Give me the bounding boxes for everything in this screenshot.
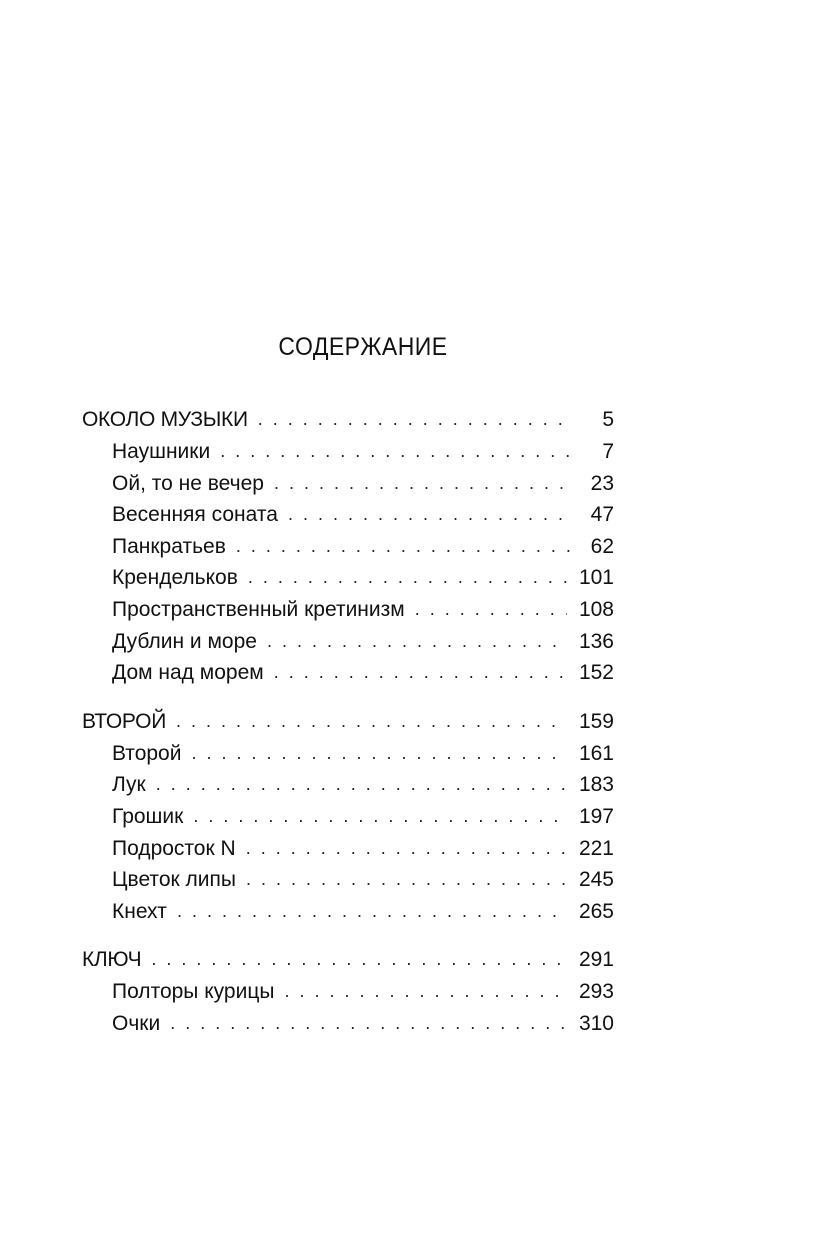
toc-chapter-title: Лук: [112, 773, 146, 797]
toc-page-number: 221: [578, 836, 614, 860]
toc-chapter-entry[interactable]: [82, 1008, 614, 1040]
toc-chapter-entry[interactable]: [82, 626, 614, 658]
toc-part-title: ОКОЛО МУЗЫКИ: [82, 408, 248, 431]
toc-part-title: ВТОРОЙ: [82, 709, 166, 733]
toc-chapter-title: Грошик: [112, 804, 184, 828]
dot-leader: [220, 436, 574, 468]
dot-leader: [248, 562, 567, 594]
toc-page-number: 293: [578, 980, 614, 1004]
toc-chapter-title: Наушники: [112, 440, 211, 463]
toc-page-number: 62: [590, 534, 614, 558]
toc-chapter-title: Полторы курицы: [112, 980, 275, 1004]
dot-leader: [170, 1008, 567, 1040]
toc-part-title: КЛЮЧ: [82, 948, 142, 972]
page-title: СОДЕРЖАНИЕ: [278, 333, 448, 361]
dot-leader: [274, 468, 574, 500]
toc-part-entry[interactable]: [82, 944, 614, 976]
dot-leader: [288, 499, 574, 531]
toc-chapter-entry[interactable]: [82, 896, 614, 928]
toc-chapter-title: Дом над морем: [112, 661, 264, 685]
toc-page-number: 101: [578, 566, 614, 590]
toc-chapter-title: Панкратьев: [112, 534, 226, 558]
toc-chapter-title: Очки: [112, 1011, 161, 1035]
toc-chapter-entry[interactable]: [82, 562, 614, 594]
toc-page-number: 7: [602, 440, 614, 463]
toc-page-number: 265: [578, 899, 614, 923]
dot-leader: [177, 896, 567, 928]
dot-leader: [156, 769, 567, 801]
table-of-contents: [82, 404, 614, 1057]
toc-chapter-entry[interactable]: [82, 436, 614, 468]
toc-chapter-title: Крендельков: [112, 566, 238, 590]
toc-chapter-entry[interactable]: [82, 864, 614, 896]
toc-page-number: 291: [578, 948, 614, 972]
toc-page-number: 183: [578, 773, 614, 797]
toc-chapter-title: Подросток N: [112, 836, 236, 860]
toc-chapter-entry[interactable]: [82, 833, 614, 865]
toc-page-number: 108: [578, 597, 614, 621]
toc-chapter-title: Второй: [112, 741, 182, 765]
toc-page-number: 310: [578, 1011, 614, 1035]
toc-chapter-entry[interactable]: [82, 738, 614, 770]
toc-page-number: 161: [578, 741, 614, 765]
toc-page-number: 136: [578, 629, 614, 653]
dot-leader: [151, 944, 567, 976]
toc-page-number: 159: [578, 709, 614, 733]
dot-leader: [191, 738, 566, 770]
toc-chapter-title: Цветок липы: [112, 868, 236, 892]
toc-chapter-title: Дублин и море: [112, 629, 257, 653]
toc-part: [82, 944, 614, 1039]
toc-chapter-title: Весенняя соната: [112, 503, 278, 527]
toc-chapter-entry[interactable]: [82, 801, 614, 833]
toc-chapter-entry[interactable]: [82, 531, 614, 563]
toc-page-number: 197: [578, 804, 614, 828]
toc-chapter-title: Ой, то не вечер: [112, 471, 264, 495]
toc-page-number: 23: [590, 471, 614, 495]
toc-chapter-entry[interactable]: [82, 594, 614, 626]
toc-part-entry[interactable]: [82, 706, 614, 738]
dot-leader: [274, 657, 567, 689]
dot-leader: [415, 594, 567, 626]
dot-leader: [176, 706, 567, 738]
toc-chapter-entry[interactable]: [82, 976, 614, 1008]
toc-chapter-title: Пространственный кретинизм: [112, 597, 405, 621]
dot-leader: [267, 626, 567, 658]
toc-part: [82, 706, 614, 928]
dot-leader: [258, 404, 574, 436]
toc-chapter-entry[interactable]: [82, 657, 614, 689]
dot-leader: [193, 801, 567, 833]
dot-leader: [246, 864, 567, 896]
toc-part: [82, 404, 614, 689]
dot-leader: [246, 833, 567, 865]
toc-page-number: 245: [578, 868, 614, 892]
toc-chapter-entry[interactable]: [82, 468, 614, 500]
toc-chapter-entry[interactable]: [82, 499, 614, 531]
toc-part-entry[interactable]: [82, 404, 614, 436]
toc-page-number: 47: [590, 503, 614, 527]
toc-chapter-entry[interactable]: [82, 769, 614, 801]
toc-page-number: 152: [578, 661, 614, 685]
toc-chapter-title: Кнехт: [112, 899, 167, 923]
toc-page-number: 5: [602, 408, 614, 431]
dot-leader: [236, 531, 574, 563]
dot-leader: [284, 976, 567, 1008]
